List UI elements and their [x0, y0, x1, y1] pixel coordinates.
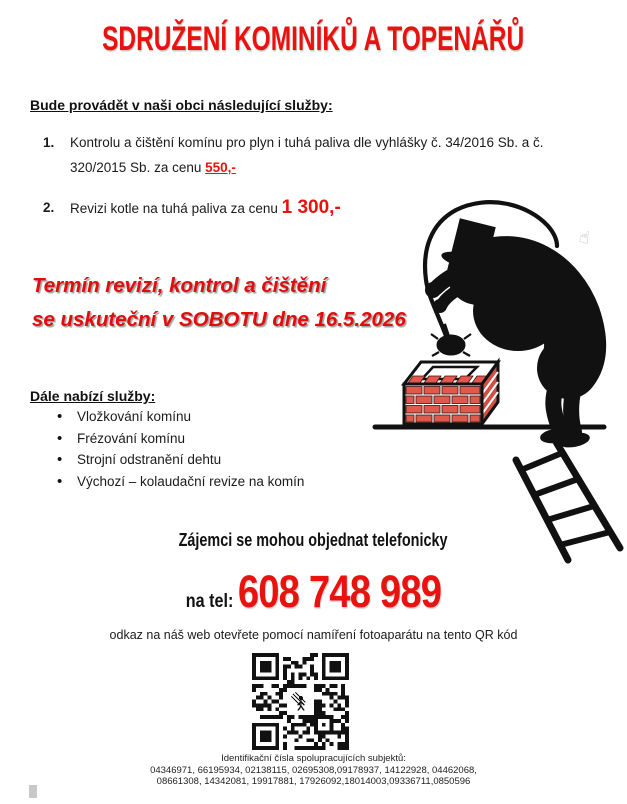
service-text	[70, 131, 575, 180]
date-notice-line2: se uskuteční v SOBOTU dne 16.5.2026	[32, 308, 406, 331]
chimney	[404, 362, 498, 424]
page-title	[0, 20, 627, 59]
services-intro-heading: Bude provádět v naši obci následující služby:	[30, 97, 333, 113]
chimney-brush	[431, 324, 471, 356]
hand-cursor-icon: ☝	[577, 227, 592, 249]
qr-center-logo	[288, 689, 313, 714]
phone-row	[47, 566, 580, 618]
service-description: Revizi kotle na tuhá paliva za cenu	[70, 201, 282, 216]
more-services-list	[55, 406, 304, 492]
qr-instruction: odkaz na náš web otevřete pomocí namíření fotoaparátu na tento QR kód	[109, 628, 518, 642]
footer-ids-line1: 04346971, 66195934, 02138115, 02695308,09178937, 14122928, 04462068,	[150, 764, 477, 776]
list-item: • Výchozí – kolaudační revize na komín	[55, 471, 304, 493]
page-title-text: SDRUŽENÍ KOMINÍKŮ A TOPENÁŘŮ	[102, 20, 525, 58]
footer-heading: Identifikační čísla spolupracujících subjektů:	[221, 753, 406, 764]
date-notice	[32, 269, 406, 337]
phone-number: 608 748 989	[237, 566, 442, 617]
list-item: • Vložkování komínu	[55, 406, 304, 428]
list-item: • Strojní odstranění dehtu	[55, 449, 304, 471]
date-notice-line1: Termín revizí, kontrol a čištění	[32, 274, 327, 297]
footer	[0, 753, 627, 788]
service-item	[43, 131, 588, 180]
qr-code	[252, 653, 349, 750]
contact-heading	[0, 530, 627, 551]
service-number: 1.	[43, 135, 55, 150]
contact-heading-text: Zájemci se mohou objednat telefonicky	[179, 530, 448, 550]
footer-ids-line2: 08661308, 14342081, 19917881, 17926092,18014003,09336711,0850596	[156, 776, 471, 787]
service-description: Kontrolu a čištění komínu pro plyn i tuhá paliva dle vyhlášky č. 34/2016 Sb. a č. 320/2015 Sb. za cenu	[70, 135, 544, 175]
chimney-sweep-illustration	[358, 196, 627, 570]
gray-marker	[29, 785, 37, 798]
service-price: 550,-	[205, 159, 236, 175]
service-price: 1 300,-	[281, 197, 341, 218]
service-number: 2.	[43, 200, 55, 215]
more-services-heading: Dále nabízí služby:	[30, 388, 156, 404]
phone-label: na tel:	[185, 591, 238, 612]
list-item: • Frézování komínu	[55, 428, 304, 450]
